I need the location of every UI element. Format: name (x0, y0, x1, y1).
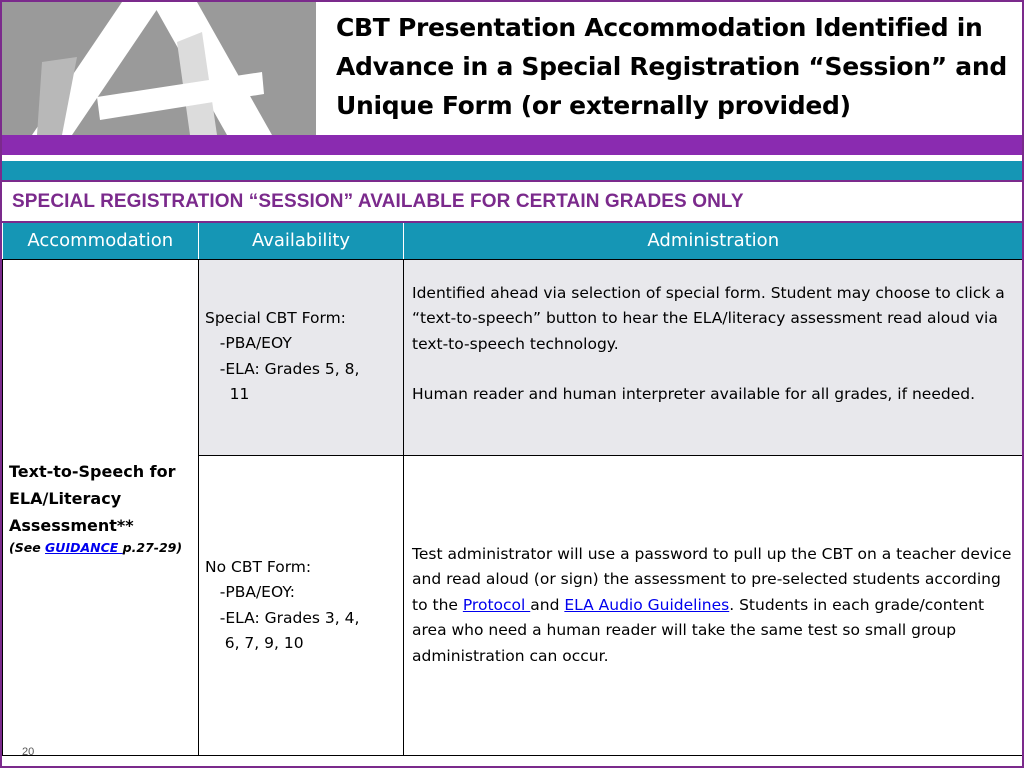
availability-line: -PBA/EOY: (205, 583, 295, 601)
availability-line: 11 (205, 385, 250, 403)
administration-text: . Students in each grade/content area who need a human reader will take the same test so small group administration can occur. (412, 595, 985, 665)
administration-cell (404, 259, 1023, 455)
accommodation-table (2, 223, 1023, 756)
availability-line: -ELA: Grades 3, 4, (205, 608, 360, 627)
accommodation-label-line: Text-to-Speech for (9, 461, 176, 481)
accommodation-label (9, 458, 192, 539)
administration-cell (404, 455, 1023, 755)
availability-line: 6, 7, 9, 10 (205, 634, 304, 652)
title-line: CBT Presentation Accommodation Identified in (336, 13, 983, 42)
logo (2, 2, 316, 135)
column-header-accommodation: Accommodation (3, 223, 199, 259)
section-heading: SPECIAL REGISTRATION “SESSION” AVAILABLE FOR CERTAIN GRADES ONLY (2, 180, 1022, 223)
slide-number: 20 (22, 746, 35, 758)
availability-cell (199, 455, 404, 755)
administration-paragraph: Human reader and human interpreter available for all grades, if needed. (412, 385, 975, 403)
availability-line: No CBT Form: (205, 557, 312, 576)
administration-text: Test administrator will use a password to pull up the CBT on a teacher device and read aloud (or sign) the assessment to pre-selected students according to the (412, 544, 1012, 614)
guidance-note-prefix: (See (9, 539, 46, 555)
availability-line: Special CBT Form: (205, 308, 346, 327)
teal-band (2, 161, 1022, 180)
administration-paragraph (412, 542, 1014, 670)
title-line: Advance in a Special Registration “Session” and (336, 52, 1007, 81)
protocol-link[interactable]: Protocol (462, 595, 531, 614)
column-header-administration: Administration (404, 223, 1023, 259)
purple-band (2, 135, 1022, 155)
table-header-row (3, 223, 1023, 259)
letter-a-logo-icon (2, 2, 316, 135)
accommodation-cell (3, 259, 199, 755)
administration-paragraph: Identified ahead via selection of special form. Student may choose to click a “text-to-speech” button to hear the ELA/literacy assessment read aloud via text-to-speech technology. (412, 283, 1005, 353)
title-line: Unique Form (or externally provided) (336, 91, 851, 120)
guidance-link[interactable]: GUIDANCE (45, 539, 123, 555)
accommodation-label-line: Assessment** (9, 515, 134, 535)
column-header-availability: Availability (199, 223, 404, 259)
ela-audio-guidelines-link[interactable]: ELA Audio Guidelines (564, 595, 730, 614)
administration-text: and (530, 595, 565, 614)
accommodation-label-line: ELA/Literacy (9, 488, 122, 508)
availability-cell (199, 259, 404, 455)
availability-line: -ELA: Grades 5, 8, (205, 359, 360, 378)
availability-line: -PBA/EOY (205, 334, 292, 352)
guidance-note-suffix: p.27-29) (122, 539, 183, 555)
table-row (3, 259, 1023, 455)
page-title (336, 8, 1016, 125)
guidance-note (9, 539, 192, 557)
